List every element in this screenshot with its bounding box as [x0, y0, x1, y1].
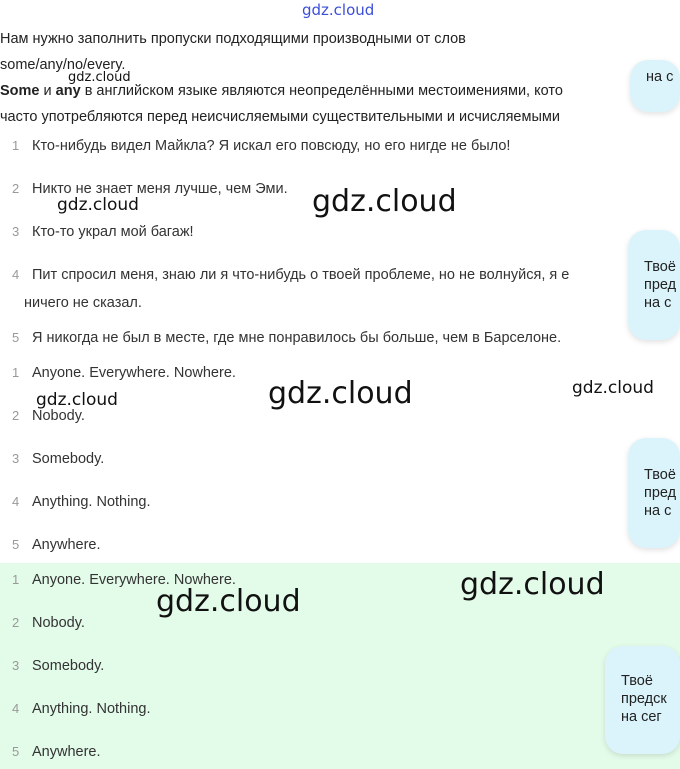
intro-line: Some и any в английском языке являются неопределёнными местоимениями, кото — [0, 83, 563, 99]
watermark: gdz.cloud — [57, 195, 139, 215]
keyword-some: Some — [0, 83, 40, 99]
watermark: gdz.cloud — [572, 378, 654, 398]
chat-bubble[interactable]: на с — [630, 60, 680, 112]
list-item-continuation: ничего не сказал. — [24, 295, 142, 311]
chat-bubble[interactable]: Твоё пред на с — [628, 230, 680, 340]
watermark: gdz.cloud — [36, 390, 118, 410]
watermark: gdz.cloud — [460, 567, 605, 602]
watermark: gdz.cloud — [156, 584, 301, 619]
chat-bubble[interactable]: Твоё пред на с — [628, 438, 680, 548]
watermark-top: gdz.cloud — [302, 1, 375, 19]
intro-line: Нам нужно заполнить пропуски подходящими производными от слов — [0, 31, 466, 47]
watermark: gdz.cloud — [268, 376, 413, 411]
watermark: gdz.cloud — [68, 70, 131, 85]
keyword-any: any — [55, 83, 81, 99]
intro-line: часто употребляются перед неисчисляемыми существительными и исчисляемыми — [0, 109, 560, 125]
intro-line: some/any/no/every. — [0, 57, 126, 73]
watermark: gdz.cloud — [312, 184, 457, 219]
chat-bubble[interactable]: Твоё предск на сег — [605, 646, 680, 754]
